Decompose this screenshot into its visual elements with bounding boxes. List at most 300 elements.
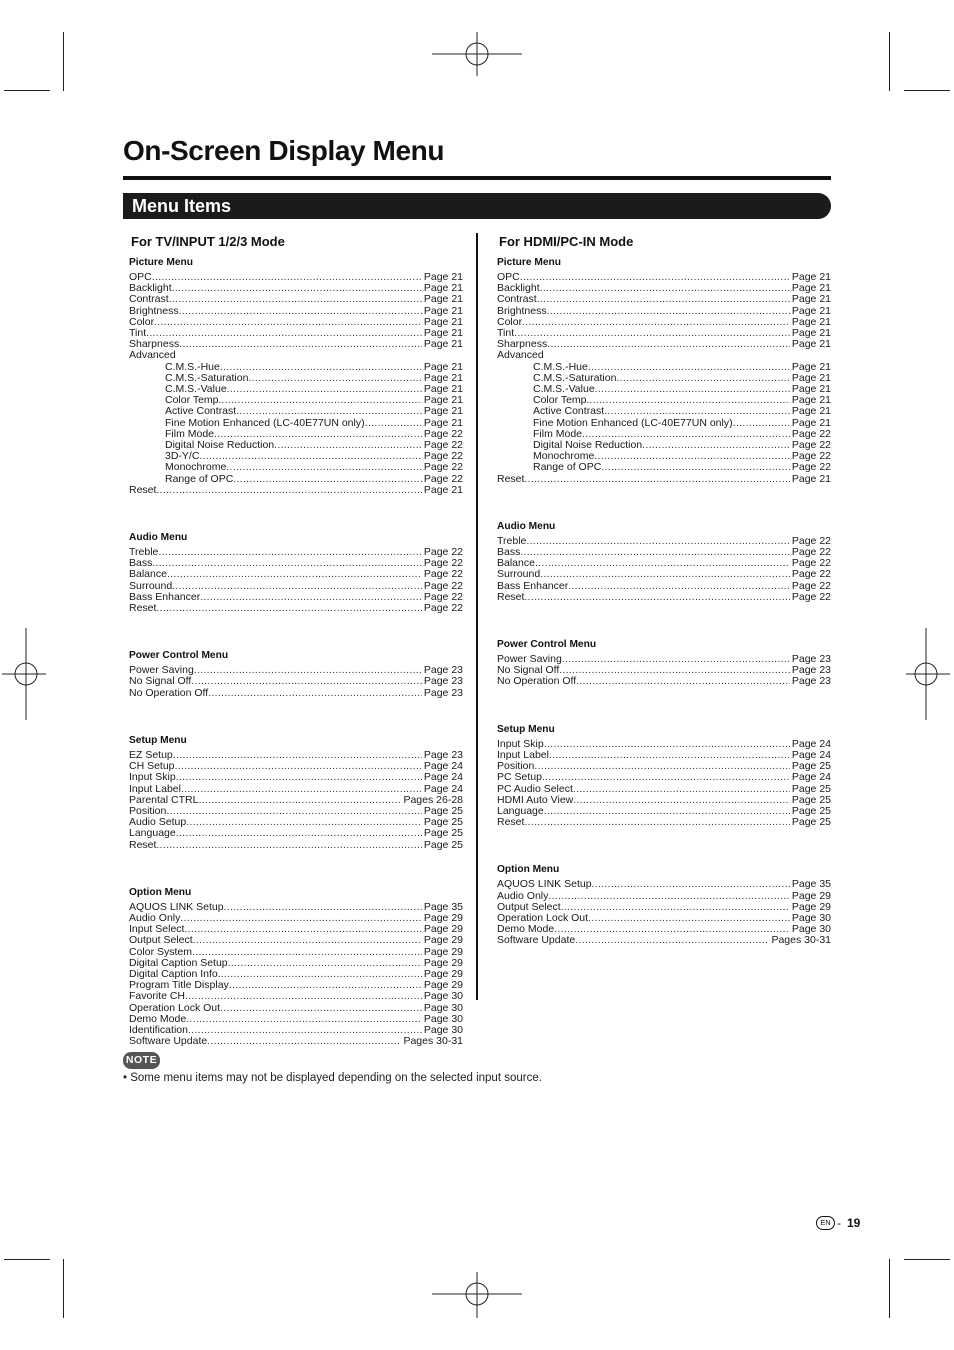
dot-leader [193,935,422,946]
section-title: Menu Items [132,196,232,216]
menu-item-row [497,339,831,350]
dot-leader [208,688,422,699]
menu-item-label: Range of OPC [165,472,234,485]
menu-item-label: AQUOS LINK Setup [497,878,592,891]
menu-item-row [497,536,831,547]
dot-leader [548,891,790,902]
section-gap [129,699,463,729]
menu-item-row [129,317,463,328]
menu-item-page: Page 21 [423,394,463,407]
menu-section [129,256,463,496]
menu-item-row [129,485,463,496]
menu-item-label: PC Audio Select [497,782,573,795]
dot-leader [595,384,790,395]
dot-leader [588,362,790,373]
menu-item-row [129,283,463,294]
menu-item-row [129,474,463,485]
dot-leader [199,451,421,462]
menu-section [497,638,831,688]
menu-item-row [497,558,831,569]
dot-leader [562,654,790,665]
menu-item-row [129,840,463,851]
dot-leader [568,581,790,592]
menu-item-page: Page 21 [423,293,463,306]
menu-item-page: Page 21 [423,405,463,418]
dot-leader [542,772,790,783]
dot-leader [520,272,790,283]
menu-item-label: Monochrome [165,461,227,474]
menu-item-row [129,795,463,806]
dot-leader [184,924,421,935]
menu-item-label: Sharpness [497,338,548,351]
menu-item-page: Page 22 [791,534,831,547]
menu-item-page: Page 24 [791,737,831,750]
menu-item-page: Page 30 [423,1023,463,1036]
menu-item-label: Surround [497,568,541,581]
menu-item-label: Color Temp. [165,394,222,407]
dot-leader [233,474,422,485]
dot-leader [544,739,790,750]
menu-item-row [497,772,831,783]
dot-leader [226,462,422,473]
menu-item-label: Brightness [497,304,547,317]
dot-leader [514,328,790,339]
dot-leader [554,924,790,935]
menu-item-list [129,272,463,496]
dot-leader [544,806,790,817]
section-gap [497,485,831,515]
dot-leader [173,750,422,761]
menu-item-page: Page 21 [791,338,831,351]
dot-leader [224,902,422,913]
menu-item-label: Input Skip [129,771,176,784]
menu-item-row [497,294,831,305]
menu-item-page: Page 23 [791,675,831,688]
menu-item-label: Balance [129,568,167,581]
menu-item-page: Page 25 [791,793,831,806]
menu-item-label: Output Select [497,900,561,913]
menu-item-page: Page 30 [791,923,831,936]
dot-leader [540,569,790,580]
menu-item-page: Page 22 [423,602,463,615]
dot-leader [227,384,422,395]
registration-mark-icon [432,32,522,76]
menu-item-page: Pages 26-28 [403,793,463,806]
dot-leader [616,373,789,384]
menu-item-page: Page 25 [423,816,463,829]
menu-item-row [497,750,831,761]
menu-item-page: Page 25 [791,782,831,795]
menu-item-row [129,272,463,283]
menu-item-page: Page 21 [791,472,831,485]
crop-mark [63,1259,64,1318]
menu-section-title: Option Menu [129,886,192,898]
menu-item-label: Reset [497,816,525,829]
menu-item-label: No Operation Off [129,686,209,699]
menu-section-title: Audio Menu [497,520,556,532]
menu-item-label: Reset [129,483,157,496]
menu-item-label: Monochrome [533,450,595,463]
dot-leader [526,536,790,547]
dot-leader [575,935,769,946]
menu-item-label: Bass Enhancer [497,579,569,592]
dot-leader [229,980,422,991]
menu-item-page: Page 22 [791,557,831,570]
menu-item-page: Page 22 [423,546,463,559]
dot-leader [166,806,422,817]
menu-item-label: Active Contrast [165,405,237,418]
dot-leader [156,840,421,851]
menu-item-label: C.M.S.-Saturation [533,371,617,384]
menu-item-page: Page 25 [423,804,463,817]
menu-item-row [497,317,831,328]
menu-item-page: Page 29 [791,889,831,902]
menu-item-page: Page 21 [423,483,463,496]
menu-item-row [497,462,831,473]
registration-mark-icon [432,1272,522,1318]
menu-item-label: Treble [497,534,527,547]
menu-item-page: Page 22 [423,439,463,452]
menu-item-page: Page 22 [423,590,463,603]
menu-item-page: Page 29 [423,934,463,947]
menu-item-page: Page 24 [791,771,831,784]
menu-item-page: Page 21 [791,360,831,373]
menu-item-label: Software Update [497,934,576,947]
menu-item-page: Page 29 [423,967,463,980]
menu-item-label: C.M.S.-Value [165,383,227,396]
menu-item-page: Page 22 [423,568,463,581]
menu-item-label: Position [497,760,535,773]
menu-item-label: Language [129,827,176,840]
menu-item-label: Color Temp. [533,394,590,407]
menu-item-label: Language [497,804,544,817]
menu-item-row [129,1036,463,1047]
menu-item-page: Page 29 [423,923,463,936]
dot-leader [179,306,422,317]
section-gap [497,688,831,718]
menu-item-row [497,795,831,806]
menu-item-page: Page 23 [791,664,831,677]
menu-item-label: Demo Mode [497,923,555,936]
menu-item-page: Page 21 [423,315,463,328]
menu-item-page: Page 29 [423,979,463,992]
menu-item-label: Balance [497,557,535,570]
menu-item-page: Page 25 [791,804,831,817]
dot-leader [534,761,790,772]
dot-leader [181,784,422,795]
menu-item-label: Output Select [129,934,193,947]
menu-item-page: Page 22 [423,472,463,485]
menu-item-page: Page 21 [423,282,463,295]
crop-mark [4,90,50,91]
column-heading: For TV/INPUT 1/2/3 Mode [131,234,285,249]
menu-item-row [497,879,831,890]
menu-item-label: Power Saving [129,664,194,677]
menu-item-page: Page 25 [791,816,831,829]
menu-item-page: Page 22 [423,579,463,592]
menu-item-page: Page 21 [791,327,831,340]
menu-item-page: Page 22 [791,427,831,440]
menu-item-label: Position [129,804,167,817]
page-footer [816,1216,860,1230]
menu-item-row [129,676,463,687]
menu-item-list [497,739,831,829]
menu-item-label: Audio Only [129,911,181,924]
dot-leader [180,913,422,924]
menu-item-label: Digital Caption Setup [129,956,228,969]
dot-leader [236,406,422,417]
menu-item-label: CH Setup [129,760,175,773]
menu-item-label: Bass Enhancer [129,590,201,603]
menu-item-label: 3D-Y/C [165,450,200,463]
dot-leader [156,603,421,614]
menu-section [497,256,831,485]
menu-item-row [497,569,831,580]
menu-item-page: Page 22 [423,427,463,440]
menu-item-label: HDMI Auto View [497,793,574,806]
menu-item-row [129,339,463,350]
menu-item-page: Page 22 [423,557,463,570]
menu-item-label: C.M.S.-Hue [165,360,220,373]
note-badge: NOTE [123,1052,160,1069]
dot-leader [601,462,790,473]
menu-item-page: Page 30 [423,1012,463,1025]
menu-item-label: Input Label [497,748,549,761]
menu-item-page: Page 21 [423,371,463,384]
menu-item-label: Color [497,315,523,328]
menu-item-label: Reset [497,590,525,603]
menu-item-label: C.M.S.-Hue [533,360,588,373]
menu-item-row [129,991,463,1002]
menu-item-page: Page 22 [791,579,831,592]
menu-item-page: Page 21 [791,394,831,407]
menu-item-page: Page 21 [791,304,831,317]
menu-item-row [497,581,831,592]
menu-item-label: Fine Motion Enhanced (LC-40E77UN only) [533,416,733,429]
dot-leader [576,676,790,687]
menu-item-page: Page 21 [423,360,463,373]
menu-item-list [129,547,463,614]
menu-item-page: Pages 30-31 [771,934,831,947]
menu-item-label: Parental CTRL [129,793,199,806]
menu-item-label: Backlight [129,282,172,295]
menu-item-row [129,406,463,417]
menu-item-page: Page 30 [423,1001,463,1014]
dot-leader [185,991,422,1002]
dot-leader [186,1014,422,1025]
column-tv-input [129,233,463,1047]
menu-item-label: Tint [129,327,147,340]
dot-leader [200,592,422,603]
menu-item-label: No Signal Off [497,664,560,677]
dot-leader [152,272,422,283]
menu-item-label: Advanced [497,349,544,362]
dot-leader [198,795,401,806]
menu-item-page: Page 22 [791,546,831,559]
menu-item-label: Surround [129,579,173,592]
dot-leader [524,474,789,485]
menu-item-page: Page 29 [423,945,463,958]
menu-item-label: Backlight [497,282,540,295]
menu-item-page: Page 21 [791,282,831,295]
dot-leader [365,418,422,429]
menu-item-row [129,817,463,828]
menu-item-row [129,603,463,614]
menu-item-label: Identification [129,1023,188,1036]
dot-leader [535,558,790,569]
menu-item-page: Page 21 [423,338,463,351]
menu-section [129,649,463,699]
menu-item-label: Contrast [497,293,537,306]
menu-item-label: Reset [129,838,157,851]
menu-section [497,863,831,946]
menu-item-page: Pages 30-31 [403,1035,463,1048]
menu-item-row [129,592,463,603]
menu-item-label: Reset [497,472,525,485]
menu-item-page: Page 29 [791,900,831,913]
menu-item-label: Audio Only [497,889,549,902]
menu-item-row [129,761,463,772]
dot-leader [537,294,790,305]
menu-section [497,520,831,603]
menu-item-page: Page 35 [791,878,831,891]
dot-leader [207,1036,401,1047]
menu-item-page: Page 23 [423,664,463,677]
menu-item-label: Tint [497,327,515,340]
menu-item-label: Demo Mode [129,1012,187,1025]
menu-item-page: Page 24 [423,760,463,773]
menu-item-label: Film Mode [165,427,215,440]
page-number: 19 [847,1216,861,1230]
menu-item-page: Page 29 [423,956,463,969]
menu-item-page: Page 25 [423,827,463,840]
menu-item-label: Input Skip [497,737,544,750]
menu-item-page: Page 35 [423,900,463,913]
menu-item-list [497,536,831,603]
section-title-bar [123,193,831,219]
menu-item-page: Page 29 [423,911,463,924]
menu-item-label: Digital Noise Reduction [533,439,643,452]
menu-item-label: No Signal Off [129,675,192,688]
dot-leader [524,817,789,828]
section-gap [129,614,463,644]
menu-item-row [497,547,831,558]
menu-item-page: Page 25 [423,838,463,851]
menu-item-page: Page 22 [423,461,463,474]
menu-item-label: C.M.S.-Saturation [165,371,249,384]
menu-item-page: Page 21 [791,293,831,306]
menu-item-label: C.M.S.-Value [533,383,595,396]
menu-item-row [497,474,831,485]
menu-item-row [129,772,463,783]
menu-item-label: Color [129,315,155,328]
dot-leader [220,1003,422,1014]
menu-item-list [129,665,463,699]
section-gap [497,828,831,858]
dot-leader [221,395,421,406]
menu-section-title: Option Menu [497,864,560,876]
section-gap [129,851,463,881]
dot-leader [169,294,422,305]
menu-item-label: Color System [129,945,193,958]
menu-section [497,723,831,829]
title-rule [123,176,831,180]
menu-item-row [497,935,831,946]
menu-item-row [497,328,831,339]
dot-leader [175,761,422,772]
menu-item-label: No Operation Off [497,675,577,688]
menu-item-page: Page 30 [791,911,831,924]
menu-item-label: PC Setup [497,771,542,784]
menu-item-list [497,879,831,946]
dot-leader [573,784,790,795]
menu-item-label: Reset [129,602,157,615]
menu-item-page: Page 22 [791,461,831,474]
dot-leader [167,569,422,580]
dot-leader [152,558,422,569]
menu-item-page: Page 30 [423,990,463,1003]
dot-leader [146,328,422,339]
menu-section-title: Power Control Menu [497,639,597,651]
menu-item-row [497,761,831,772]
menu-item-label: Advanced [129,349,176,362]
menu-item-page: Page 21 [791,371,831,384]
crop-mark [904,90,950,91]
menu-section-title: Picture Menu [129,257,193,268]
dot-leader [188,1025,422,1036]
dot-leader [540,283,790,294]
page-title: On-Screen Display Menu [123,135,445,166]
dot-leader [561,902,790,913]
menu-item-page: Page 21 [423,304,463,317]
crop-mark [4,1259,50,1260]
dot-leader [172,283,422,294]
menu-section [129,734,463,851]
dot-leader [594,451,790,462]
menu-item-label: Active Contrast [533,405,605,418]
crop-mark [904,1259,950,1260]
menu-item-label: OPC [129,271,152,283]
menu-item-page: Page 21 [791,383,831,396]
menu-item-row [497,806,831,817]
menu-item-page: Page 22 [791,439,831,452]
dot-leader [194,665,422,676]
menu-item-label: Audio Setup [129,816,187,829]
registration-mark-icon [2,628,46,720]
menu-item-page: Page 22 [791,568,831,581]
menu-item-row [129,294,463,305]
menu-item-label: Fine Motion Enhanced (LC-40E77UN only) [165,416,365,429]
menu-item-page: Page 21 [791,271,831,283]
dot-leader [547,306,790,317]
menu-item-label: Bass [129,557,153,570]
dot-leader [604,406,790,417]
menu-item-page: Page 23 [423,748,463,761]
menu-item-row [497,817,831,828]
menu-item-page: Page 25 [791,760,831,773]
menu-item-label: Software Update [129,1035,208,1048]
menu-item-label: Contrast [129,293,169,306]
menu-item-row [129,558,463,569]
dot-leader [154,317,422,328]
menu-item-label: Program Title Display [129,979,229,992]
menu-item-page: Page 24 [423,771,463,784]
menu-item-row [129,935,463,946]
menu-section [129,531,463,614]
menu-item-row [497,406,831,417]
dot-leader [248,373,421,384]
menu-section-title: Setup Menu [497,723,555,735]
